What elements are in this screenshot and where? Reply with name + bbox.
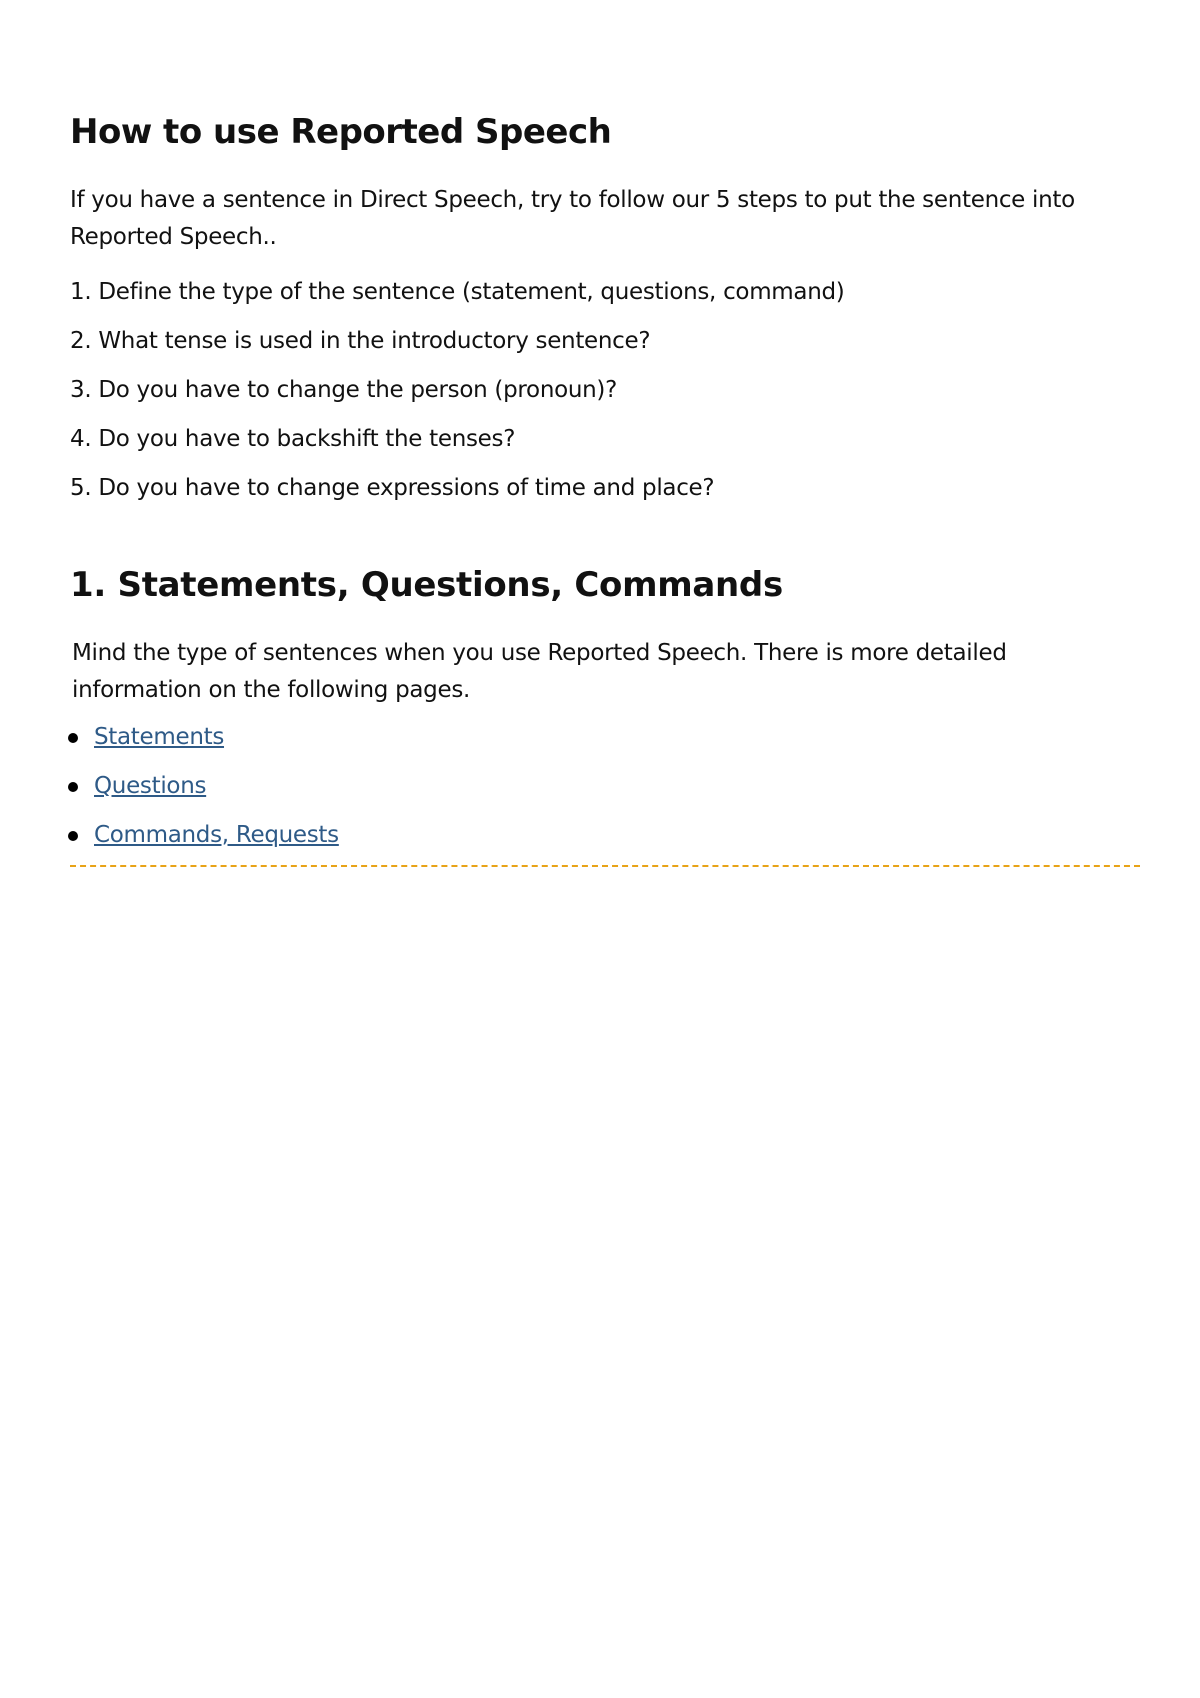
step-item: 4. Do you have to backshift the tenses? [70, 426, 516, 452]
list-item [70, 723, 339, 772]
step-item: 2. What tense is used in the introductory sentence? [70, 328, 651, 354]
intro-paragraph: If you have a sentence in Direct Speech, try to follow our 5 steps to put the sentence into Reported Speech.. [70, 187, 1075, 250]
dashed-divider [70, 865, 1140, 867]
bullet-icon [68, 733, 78, 743]
steps-list [70, 278, 844, 523]
list-item [70, 821, 339, 870]
bullet-icon [68, 782, 78, 792]
step-item: 5. Do you have to change expressions of time and place? [70, 475, 715, 501]
link-commands-requests[interactable]: Commands, Requests [94, 822, 339, 848]
list-item [70, 772, 339, 821]
links-list [70, 723, 339, 870]
bullet-icon [68, 831, 78, 841]
link-questions[interactable]: Questions [94, 773, 207, 799]
section-heading: 1. Statements, Questions, Commands [70, 565, 783, 605]
section-paragraph: Mind the type of sentences when you use Reported Speech. There is more detailed information on the following pages. [72, 640, 1007, 703]
page-title: How to use Reported Speech [70, 112, 612, 152]
step-item: 1. Define the type of the sentence (statement, questions, command) [70, 279, 845, 305]
link-statements[interactable]: Statements [94, 724, 225, 750]
step-item: 3. Do you have to change the person (pronoun)? [70, 377, 618, 403]
